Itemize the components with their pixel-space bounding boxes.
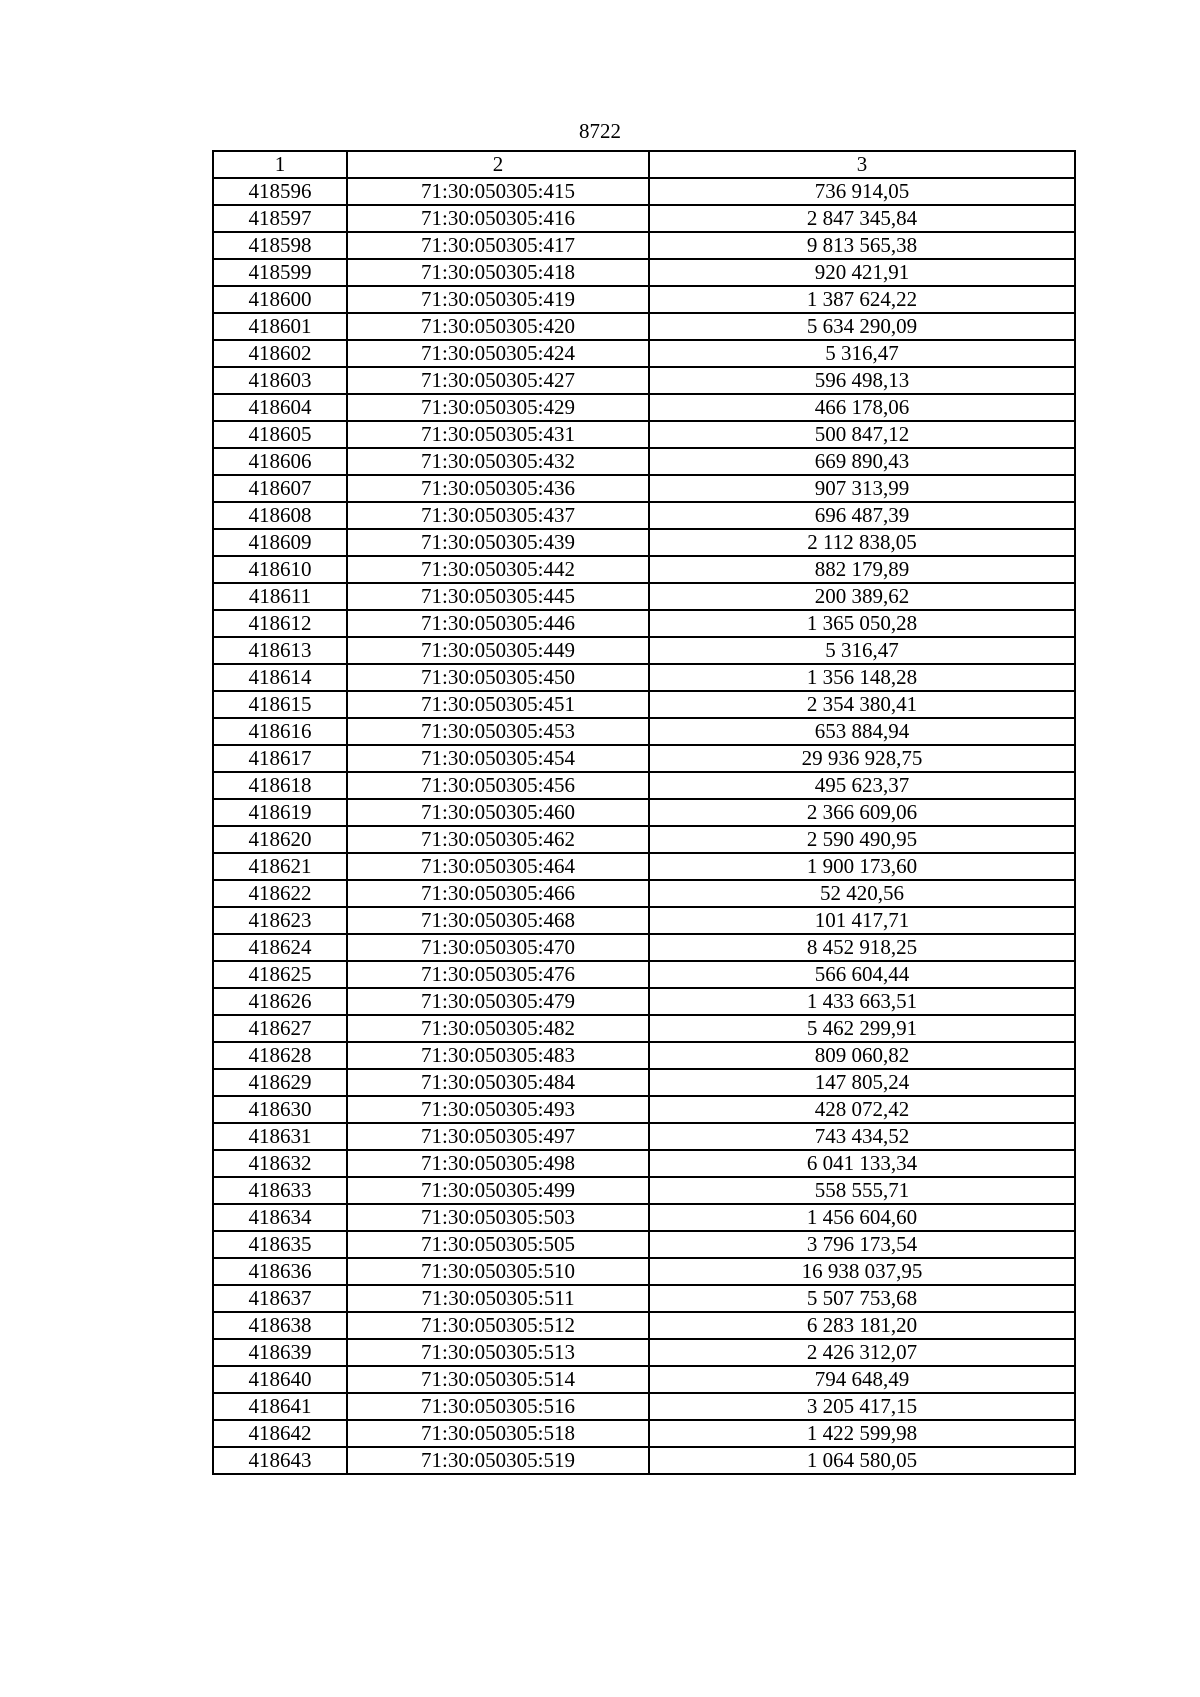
- table-row: [213, 1420, 1075, 1447]
- cadastral-value-table: [212, 150, 1076, 1475]
- cadastral-value-cell: 2 590 490,95: [649, 826, 1075, 853]
- table-row: [213, 1015, 1075, 1042]
- row-number-cell: 418628: [213, 1042, 347, 1069]
- cadastral-value-cell: 809 060,82: [649, 1042, 1075, 1069]
- cadastral-number-cell: 71:30:050305:419: [347, 286, 649, 313]
- cadastral-number-cell: 71:30:050305:415: [347, 178, 649, 205]
- table-row: [213, 529, 1075, 556]
- cadastral-value-cell: 1 356 148,28: [649, 664, 1075, 691]
- cadastral-value-cell: 29 936 928,75: [649, 745, 1075, 772]
- row-number-cell: 418603: [213, 367, 347, 394]
- cadastral-value-cell: 101 417,71: [649, 907, 1075, 934]
- cadastral-value-cell: 428 072,42: [649, 1096, 1075, 1123]
- row-number-cell: 418622: [213, 880, 347, 907]
- row-number-cell: 418601: [213, 313, 347, 340]
- cadastral-number-cell: 71:30:050305:462: [347, 826, 649, 853]
- column-number-row: [213, 151, 1075, 178]
- cadastral-number-cell: 71:30:050305:437: [347, 502, 649, 529]
- table-row: [213, 1096, 1075, 1123]
- cadastral-number-cell: 71:30:050305:483: [347, 1042, 649, 1069]
- cadastral-number-cell: 71:30:050305:519: [347, 1447, 649, 1474]
- cadastral-value-cell: 736 914,05: [649, 178, 1075, 205]
- row-number-cell: 418625: [213, 961, 347, 988]
- cadastral-number-cell: 71:30:050305:454: [347, 745, 649, 772]
- row-number-cell: 418624: [213, 934, 347, 961]
- cadastral-value-cell: 794 648,49: [649, 1366, 1075, 1393]
- table-row: [213, 1042, 1075, 1069]
- cadastral-number-cell: 71:30:050305:505: [347, 1231, 649, 1258]
- table-row: [213, 1069, 1075, 1096]
- cadastral-number-cell: 71:30:050305:456: [347, 772, 649, 799]
- cadastral-value-cell: 1 900 173,60: [649, 853, 1075, 880]
- column-number-2: 2: [347, 151, 649, 178]
- table-row: [213, 745, 1075, 772]
- cadastral-number-cell: 71:30:050305:432: [347, 448, 649, 475]
- cadastral-value-cell: 2 426 312,07: [649, 1339, 1075, 1366]
- row-number-cell: 418626: [213, 988, 347, 1015]
- cadastral-value-cell: 882 179,89: [649, 556, 1075, 583]
- cadastral-value-cell: 9 813 565,38: [649, 232, 1075, 259]
- table-row: [213, 853, 1075, 880]
- cadastral-number-cell: 71:30:050305:417: [347, 232, 649, 259]
- cadastral-number-cell: 71:30:050305:451: [347, 691, 649, 718]
- cadastral-value-cell: 5 316,47: [649, 637, 1075, 664]
- cadastral-value-cell: 3 205 417,15: [649, 1393, 1075, 1420]
- row-number-cell: 418630: [213, 1096, 347, 1123]
- table-row: [213, 367, 1075, 394]
- cadastral-value-cell: 8 452 918,25: [649, 934, 1075, 961]
- row-number-cell: 418620: [213, 826, 347, 853]
- table-row: [213, 1258, 1075, 1285]
- table-body: [213, 151, 1075, 1474]
- cadastral-value-cell: 2 112 838,05: [649, 529, 1075, 556]
- table-row: [213, 583, 1075, 610]
- row-number-cell: 418616: [213, 718, 347, 745]
- cadastral-value-cell: 1 456 604,60: [649, 1204, 1075, 1231]
- cadastral-value-cell: 653 884,94: [649, 718, 1075, 745]
- row-number-cell: 418598: [213, 232, 347, 259]
- cadastral-number-cell: 71:30:050305:468: [347, 907, 649, 934]
- table-row: [213, 1150, 1075, 1177]
- row-number-cell: 418637: [213, 1285, 347, 1312]
- table-row: [213, 1177, 1075, 1204]
- row-number-cell: 418600: [213, 286, 347, 313]
- table-row: [213, 691, 1075, 718]
- cadastral-number-cell: 71:30:050305:479: [347, 988, 649, 1015]
- table-row: [213, 1312, 1075, 1339]
- table-row: [213, 907, 1075, 934]
- cadastral-number-cell: 71:30:050305:420: [347, 313, 649, 340]
- cadastral-number-cell: 71:30:050305:516: [347, 1393, 649, 1420]
- cadastral-value-cell: 5 316,47: [649, 340, 1075, 367]
- table-row: [213, 664, 1075, 691]
- cadastral-value-cell: 696 487,39: [649, 502, 1075, 529]
- cadastral-value-cell: 52 420,56: [649, 880, 1075, 907]
- table-row: [213, 340, 1075, 367]
- table-row: [213, 556, 1075, 583]
- cadastral-value-cell: 2 354 380,41: [649, 691, 1075, 718]
- row-number-cell: 418604: [213, 394, 347, 421]
- table-row: [213, 178, 1075, 205]
- row-number-cell: 418634: [213, 1204, 347, 1231]
- cadastral-value-cell: 558 555,71: [649, 1177, 1075, 1204]
- cadastral-number-cell: 71:30:050305:510: [347, 1258, 649, 1285]
- table-row: [213, 475, 1075, 502]
- table-row: [213, 313, 1075, 340]
- row-number-cell: 418636: [213, 1258, 347, 1285]
- cadastral-value-cell: 6 283 181,20: [649, 1312, 1075, 1339]
- table-row: [213, 961, 1075, 988]
- cadastral-number-cell: 71:30:050305:511: [347, 1285, 649, 1312]
- table-row: [213, 1285, 1075, 1312]
- row-number-cell: 418612: [213, 610, 347, 637]
- cadastral-number-cell: 71:30:050305:466: [347, 880, 649, 907]
- row-number-cell: 418602: [213, 340, 347, 367]
- row-number-cell: 418606: [213, 448, 347, 475]
- cadastral-value-cell: 466 178,06: [649, 394, 1075, 421]
- cadastral-value-cell: 6 041 133,34: [649, 1150, 1075, 1177]
- row-number-cell: 418632: [213, 1150, 347, 1177]
- cadastral-value-cell: 5 634 290,09: [649, 313, 1075, 340]
- cadastral-number-cell: 71:30:050305:514: [347, 1366, 649, 1393]
- cadastral-number-cell: 71:30:050305:450: [347, 664, 649, 691]
- row-number-cell: 418631: [213, 1123, 347, 1150]
- cadastral-value-cell: 3 796 173,54: [649, 1231, 1075, 1258]
- row-number-cell: 418642: [213, 1420, 347, 1447]
- row-number-cell: 418618: [213, 772, 347, 799]
- table-row: [213, 718, 1075, 745]
- table-row: [213, 880, 1075, 907]
- cadastral-value-cell: 2 847 345,84: [649, 205, 1075, 232]
- cadastral-number-cell: 71:30:050305:427: [347, 367, 649, 394]
- table-row: [213, 1339, 1075, 1366]
- cadastral-number-cell: 71:30:050305:446: [347, 610, 649, 637]
- cadastral-number-cell: 71:30:050305:484: [347, 1069, 649, 1096]
- cadastral-number-cell: 71:30:050305:476: [347, 961, 649, 988]
- cadastral-number-cell: 71:30:050305:497: [347, 1123, 649, 1150]
- table-row: [213, 1231, 1075, 1258]
- cadastral-value-cell: 566 604,44: [649, 961, 1075, 988]
- cadastral-value-cell: 1 064 580,05: [649, 1447, 1075, 1474]
- table-row: [213, 259, 1075, 286]
- cadastral-value-cell: 16 938 037,95: [649, 1258, 1075, 1285]
- row-number-cell: 418633: [213, 1177, 347, 1204]
- row-number-cell: 418613: [213, 637, 347, 664]
- row-number-cell: 418609: [213, 529, 347, 556]
- table-row: [213, 988, 1075, 1015]
- cadastral-number-cell: 71:30:050305:498: [347, 1150, 649, 1177]
- table-row: [213, 232, 1075, 259]
- table-row: [213, 934, 1075, 961]
- table-row: [213, 421, 1075, 448]
- cadastral-value-cell: 2 366 609,06: [649, 799, 1075, 826]
- row-number-cell: 418627: [213, 1015, 347, 1042]
- cadastral-value-cell: 1 365 050,28: [649, 610, 1075, 637]
- row-number-cell: 418617: [213, 745, 347, 772]
- row-number-cell: 418615: [213, 691, 347, 718]
- cadastral-value-cell: 5 507 753,68: [649, 1285, 1075, 1312]
- cadastral-number-cell: 71:30:050305:445: [347, 583, 649, 610]
- cadastral-number-cell: 71:30:050305:513: [347, 1339, 649, 1366]
- row-number-cell: 418621: [213, 853, 347, 880]
- cadastral-value-cell: 5 462 299,91: [649, 1015, 1075, 1042]
- cadastral-number-cell: 71:30:050305:449: [347, 637, 649, 664]
- cadastral-number-cell: 71:30:050305:460: [347, 799, 649, 826]
- cadastral-value-cell: 1 387 624,22: [649, 286, 1075, 313]
- table-row: [213, 799, 1075, 826]
- row-number-cell: 418641: [213, 1393, 347, 1420]
- row-number-cell: 418619: [213, 799, 347, 826]
- row-number-cell: 418643: [213, 1447, 347, 1474]
- row-number-cell: 418608: [213, 502, 347, 529]
- row-number-cell: 418629: [213, 1069, 347, 1096]
- row-number-cell: 418605: [213, 421, 347, 448]
- row-number-cell: 418623: [213, 907, 347, 934]
- table-row: [213, 286, 1075, 313]
- cadastral-number-cell: 71:30:050305:439: [347, 529, 649, 556]
- cadastral-value-cell: 147 805,24: [649, 1069, 1075, 1096]
- cadastral-number-cell: 71:30:050305:464: [347, 853, 649, 880]
- cadastral-value-cell: 500 847,12: [649, 421, 1075, 448]
- cadastral-number-cell: 71:30:050305:429: [347, 394, 649, 421]
- row-number-cell: 418597: [213, 205, 347, 232]
- page-number: 8722: [579, 119, 621, 143]
- cadastral-value-cell: 743 434,52: [649, 1123, 1075, 1150]
- column-number-3: 3: [649, 151, 1075, 178]
- row-number-cell: 418599: [213, 259, 347, 286]
- row-number-cell: 418610: [213, 556, 347, 583]
- cadastral-value-cell: 1 422 599,98: [649, 1420, 1075, 1447]
- cadastral-number-cell: 71:30:050305:512: [347, 1312, 649, 1339]
- cadastral-number-cell: 71:30:050305:418: [347, 259, 649, 286]
- cadastral-number-cell: 71:30:050305:424: [347, 340, 649, 367]
- table-row: [213, 826, 1075, 853]
- table-row: [213, 1204, 1075, 1231]
- table-row: [213, 448, 1075, 475]
- cadastral-number-cell: 71:30:050305:518: [347, 1420, 649, 1447]
- cadastral-number-cell: 71:30:050305:493: [347, 1096, 649, 1123]
- cadastral-number-cell: 71:30:050305:436: [347, 475, 649, 502]
- cadastral-number-cell: 71:30:050305:482: [347, 1015, 649, 1042]
- row-number-cell: 418611: [213, 583, 347, 610]
- cadastral-number-cell: 71:30:050305:499: [347, 1177, 649, 1204]
- cadastral-number-cell: 71:30:050305:453: [347, 718, 649, 745]
- table-row: [213, 1393, 1075, 1420]
- row-number-cell: 418596: [213, 178, 347, 205]
- row-number-cell: 418614: [213, 664, 347, 691]
- cadastral-number-cell: 71:30:050305:416: [347, 205, 649, 232]
- table-row: [213, 205, 1075, 232]
- cadastral-value-cell: 200 389,62: [649, 583, 1075, 610]
- row-number-cell: 418639: [213, 1339, 347, 1366]
- row-number-cell: 418635: [213, 1231, 347, 1258]
- column-number-1: 1: [213, 151, 347, 178]
- table-row: [213, 394, 1075, 421]
- cadastral-value-cell: 495 623,37: [649, 772, 1075, 799]
- cadastral-number-cell: 71:30:050305:442: [347, 556, 649, 583]
- cadastral-value-cell: 907 313,99: [649, 475, 1075, 502]
- cadastral-value-cell: 596 498,13: [649, 367, 1075, 394]
- cadastral-value-cell: 920 421,91: [649, 259, 1075, 286]
- table-row: [213, 772, 1075, 799]
- table-row: [213, 1366, 1075, 1393]
- table-row: [213, 502, 1075, 529]
- table-row: [213, 637, 1075, 664]
- row-number-cell: 418638: [213, 1312, 347, 1339]
- cadastral-value-cell: 669 890,43: [649, 448, 1075, 475]
- row-number-cell: 418607: [213, 475, 347, 502]
- table-row: [213, 1447, 1075, 1474]
- table-row: [213, 1123, 1075, 1150]
- cadastral-number-cell: 71:30:050305:503: [347, 1204, 649, 1231]
- cadastral-number-cell: 71:30:050305:431: [347, 421, 649, 448]
- cadastral-value-cell: 1 433 663,51: [649, 988, 1075, 1015]
- table-row: [213, 610, 1075, 637]
- cadastral-number-cell: 71:30:050305:470: [347, 934, 649, 961]
- row-number-cell: 418640: [213, 1366, 347, 1393]
